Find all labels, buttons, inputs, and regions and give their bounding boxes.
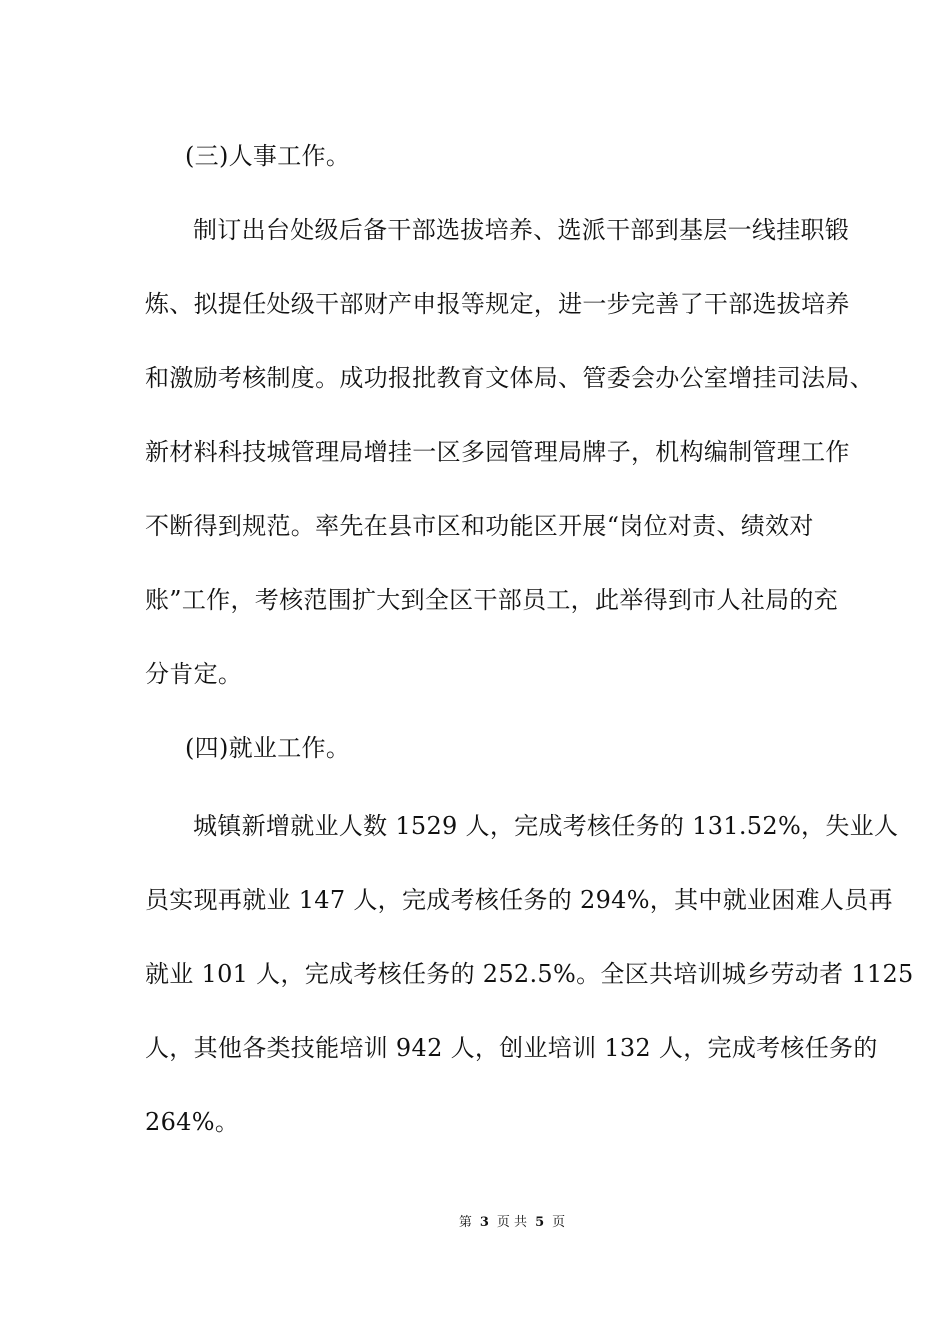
paragraph-line: 员实现再就业 147 人，完成考核任务的 294%，其中就业困难人员再 — [145, 886, 893, 914]
section-heading: (三)人事工作。 — [185, 142, 351, 170]
section-heading: (四)就业工作。 — [185, 734, 351, 762]
paragraph-line: 城镇新增就业人数 1529 人，完成考核任务的 131.52%，失业人 — [193, 812, 899, 840]
paragraph-line: 264%。 — [145, 1108, 240, 1136]
total-page-number: 5 — [535, 1215, 545, 1230]
footer-prefix: 第 — [458, 1215, 472, 1230]
paragraph-line: 账”工作，考核范围扩大到全区干部员工，此举得到市人社局的充 — [145, 586, 838, 614]
paragraph-line: 和激励考核制度。成功报批教育文体局、管委会办公室增挂司法局、 — [145, 364, 874, 392]
paragraph-line: 炼、拟提任处级干部财产申报等规定，进一步完善了干部选拔培养 — [145, 290, 850, 318]
current-page-number: 3 — [479, 1215, 489, 1230]
page-footer — [0, 1215, 950, 1231]
footer-middle: 页 共 — [496, 1215, 528, 1230]
paragraph-line: 制订出台处级后备干部选拔培养、选派干部到基层一线挂职锻 — [193, 216, 850, 244]
paragraph-line: 分肯定。 — [145, 660, 243, 688]
paragraph-line: 就业 101 人，完成考核任务的 252.5%。全区共培训城乡劳动者 1125 — [145, 960, 914, 988]
paragraph-line: 新材料科技城管理局增挂一区多园管理局牌子，机构编制管理工作 — [145, 438, 850, 466]
paragraph-line: 人，其他各类技能培训 942 人，创业培训 132 人，完成考核任务的 — [145, 1034, 878, 1062]
paragraph-line: 不断得到规范。率先在县市区和功能区开展“岗位对责、绩效对 — [145, 512, 814, 540]
footer-suffix: 页 — [552, 1215, 566, 1230]
